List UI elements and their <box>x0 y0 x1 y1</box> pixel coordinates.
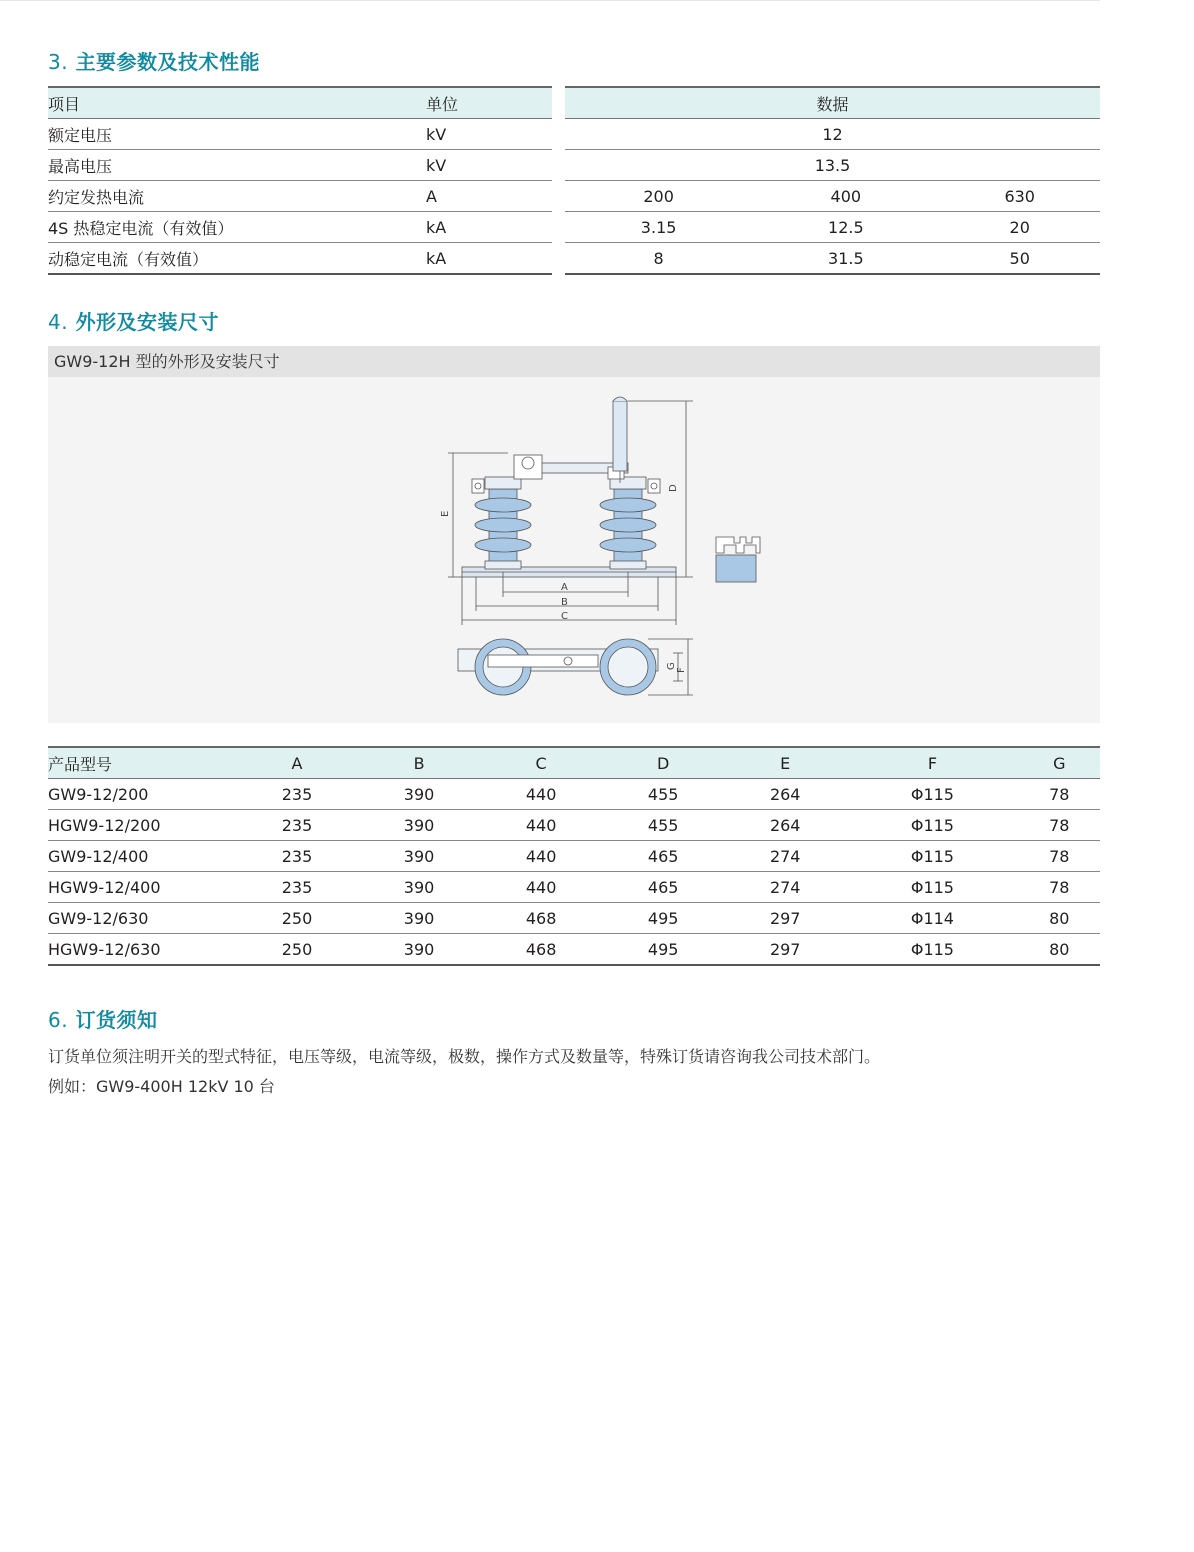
param-unit: kV <box>426 150 552 181</box>
cell-model: GW9-12/200 <box>48 779 236 810</box>
cell-f: Φ114 <box>846 903 1018 934</box>
cell-c: 440 <box>480 872 602 903</box>
data-value: 50 <box>939 243 1100 275</box>
cell-model: GW9-12/400 <box>48 841 236 872</box>
data-value: 13.5 <box>565 150 1100 181</box>
plan-view <box>458 639 693 695</box>
param-name: 4S 热稳定电流（有效值） <box>48 212 426 243</box>
cell-model: HGW9-12/200 <box>48 810 236 841</box>
data-value: 20 <box>939 212 1100 243</box>
header-b: B <box>358 747 480 779</box>
data-row <box>565 119 1100 150</box>
cell-g: 78 <box>1019 872 1100 903</box>
data-value: 12 <box>565 119 1100 150</box>
params-row <box>48 243 552 275</box>
param-name: 约定发热电流 <box>48 181 426 212</box>
cell-c: 440 <box>480 779 602 810</box>
dims-header-row <box>48 747 1100 779</box>
cell-f: Φ115 <box>846 779 1018 810</box>
cell-d: 455 <box>602 779 724 810</box>
section-6-title: 6. 订货须知 <box>48 1008 158 1032</box>
cell-model: HGW9-12/630 <box>48 934 236 966</box>
cell-g: 78 <box>1019 810 1100 841</box>
header-g: G <box>1019 747 1100 779</box>
cell-c: 468 <box>480 934 602 966</box>
cell-e: 274 <box>724 872 846 903</box>
cell-b: 390 <box>358 779 480 810</box>
param-unit: A <box>426 181 552 212</box>
top-rule <box>0 0 1100 1</box>
cell-c: 468 <box>480 903 602 934</box>
param-name: 动稳定电流（有效值） <box>48 243 426 275</box>
data-value: 630 <box>939 181 1100 212</box>
cell-a: 235 <box>236 841 358 872</box>
header-item: 项目 <box>48 87 426 119</box>
cell-e: 264 <box>724 779 846 810</box>
dim-label-a: A <box>561 582 568 593</box>
dim-label-d: D <box>668 484 679 492</box>
section-4-title: 4. 外形及安装尺寸 <box>48 310 220 334</box>
data-value: 400 <box>752 181 939 212</box>
cell-f: Φ115 <box>846 934 1018 966</box>
data-header-row <box>565 87 1100 119</box>
header-e: E <box>724 747 846 779</box>
header-f: F <box>846 747 1018 779</box>
section-3-title: 3. 主要参数及技术性能 <box>48 50 261 74</box>
dim-label-f: F <box>676 667 687 673</box>
cell-g: 80 <box>1019 903 1100 934</box>
cell-c: 440 <box>480 810 602 841</box>
cell-a: 235 <box>236 810 358 841</box>
params-row <box>48 181 552 212</box>
cell-d: 495 <box>602 934 724 966</box>
table-row <box>48 841 1100 872</box>
table-row <box>48 872 1100 903</box>
cell-f: Φ115 <box>846 872 1018 903</box>
cell-d: 495 <box>602 903 724 934</box>
cell-d: 455 <box>602 810 724 841</box>
cell-e: 264 <box>724 810 846 841</box>
switch-drawing <box>48 377 1100 723</box>
cell-d: 465 <box>602 841 724 872</box>
operating-arm <box>613 401 627 471</box>
order-notice-text: 订货单位须注明开关的型式特征，电压等级，电流等级，极数，操作方式及数量等，特殊订货请咨询我公司技术部门。 <box>48 1047 881 1066</box>
params-table-data <box>565 86 1100 275</box>
header-model: 产品型号 <box>48 747 236 779</box>
params-header-row <box>48 87 552 119</box>
cell-model: GW9-12/630 <box>48 903 236 934</box>
cell-b: 390 <box>358 934 480 966</box>
cell-model: HGW9-12/400 <box>48 872 236 903</box>
cell-e: 274 <box>724 841 846 872</box>
cell-a: 235 <box>236 872 358 903</box>
param-name: 最高电压 <box>48 150 426 181</box>
cell-e: 297 <box>724 934 846 966</box>
right-insulator <box>600 477 656 569</box>
figure-caption: GW9-12H 型的外形及安装尺寸 <box>48 346 1100 377</box>
header-unit: 单位 <box>426 87 552 119</box>
params-row <box>48 212 552 243</box>
data-row <box>565 212 1100 243</box>
params-table-left <box>48 86 552 275</box>
data-value: 12.5 <box>752 212 939 243</box>
dim-label-e: E <box>440 510 451 517</box>
param-name: 额定电压 <box>48 119 426 150</box>
cell-a: 250 <box>236 934 358 966</box>
header-d: D <box>602 747 724 779</box>
contact-side-view <box>716 537 760 582</box>
header-data: 数据 <box>565 87 1100 119</box>
data-value: 3.15 <box>565 212 752 243</box>
dim-label-g: G <box>666 662 677 670</box>
dim-label-b: B <box>561 597 568 608</box>
header-c: C <box>480 747 602 779</box>
cell-f: Φ115 <box>846 841 1018 872</box>
cell-e: 297 <box>724 903 846 934</box>
order-example-text: 例如：GW9-400H 12kV 10 台 <box>48 1077 275 1096</box>
cell-b: 390 <box>358 810 480 841</box>
param-unit: kA <box>426 212 552 243</box>
param-unit: kV <box>426 119 552 150</box>
cell-a: 235 <box>236 779 358 810</box>
data-row <box>565 181 1100 212</box>
dim-label-c: C <box>561 611 568 622</box>
data-value: 200 <box>565 181 752 212</box>
data-value: 31.5 <box>752 243 939 275</box>
cell-d: 465 <box>602 872 724 903</box>
cell-f: Φ115 <box>846 810 1018 841</box>
cell-c: 440 <box>480 841 602 872</box>
cell-a: 250 <box>236 903 358 934</box>
data-row <box>565 243 1100 275</box>
cell-g: 78 <box>1019 779 1100 810</box>
drawing-area <box>48 377 1100 723</box>
cell-b: 390 <box>358 872 480 903</box>
table-row <box>48 934 1100 966</box>
cell-g: 78 <box>1019 841 1100 872</box>
data-row <box>565 150 1100 181</box>
table-row <box>48 810 1100 841</box>
cell-g: 80 <box>1019 934 1100 966</box>
data-value: 8 <box>565 243 752 275</box>
param-unit: kA <box>426 243 552 275</box>
header-a: A <box>236 747 358 779</box>
table-row <box>48 779 1100 810</box>
params-row <box>48 150 552 181</box>
dimensions-table <box>48 746 1100 966</box>
params-row <box>48 119 552 150</box>
table-row <box>48 903 1100 934</box>
cell-b: 390 <box>358 841 480 872</box>
cell-b: 390 <box>358 903 480 934</box>
